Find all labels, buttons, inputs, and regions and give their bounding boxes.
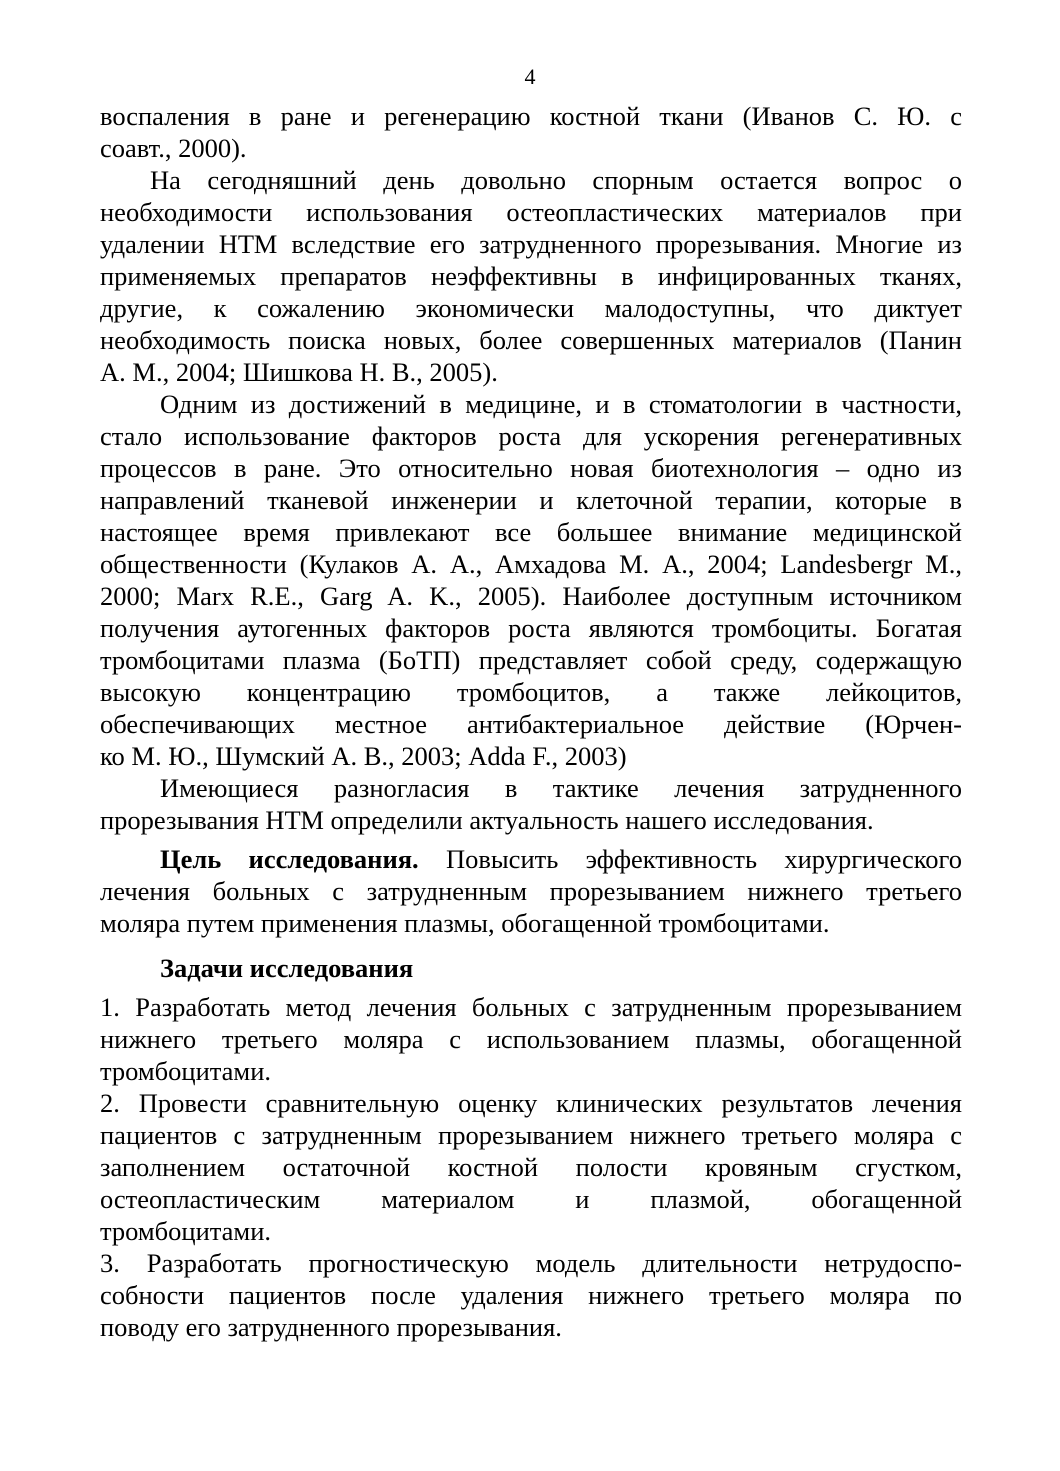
text-line: Одним из достижений в медицине, и в стоматологии в частности,: [160, 389, 962, 419]
research-tasks-heading-block: [100, 952, 962, 984]
paragraph-growth-factors: [100, 388, 962, 772]
text-line: Имеющиеся разногласия в тактике лечения затрудненного: [160, 773, 962, 803]
text-line: соавт., 2000).: [100, 133, 247, 163]
text-line: тромбоцитами.: [100, 1216, 272, 1246]
text-line: На сегодняшний день довольно спорным остается вопрос о: [150, 165, 962, 195]
text-line: собности пациентов после удаления нижнего третьего моляра по: [100, 1280, 962, 1310]
task-item-1: [100, 991, 962, 1087]
paragraph-continued: [100, 100, 962, 164]
text-line: А. М., 2004; Шишкова Н. В., 2005).: [100, 357, 498, 387]
text-line: прорезывания НТМ определили актуальность нашего исследования.: [100, 805, 874, 835]
text-line: воспаления в ране и регенерацию костной ткани (Иванов С. Ю. с: [100, 101, 962, 131]
text-line: поводу его затрудненного прорезывания.: [100, 1312, 562, 1342]
text-line: остеопластическим материалом и плазмой, обогащенной: [100, 1184, 962, 1214]
text-line: заполнением остаточной костной полости кровяным сгустком,: [100, 1152, 962, 1182]
text-line: 2. Провести сравнительную оценку клинических результатов лечения: [100, 1088, 962, 1118]
page-number: 4: [524, 64, 536, 89]
text-line: пациентов с затрудненным прорезыванием нижнего третьего моляра с: [100, 1120, 962, 1150]
text-line: направлений тканевой инженерии и клеточной терапии, которые в: [100, 485, 962, 515]
text-line: ко М. Ю., Шумский А. В., 2003; Adda F., 2003): [100, 741, 627, 771]
text-line: настоящее время привлекают все большее внимание медицинской: [100, 517, 962, 547]
text-line: [100, 952, 962, 984]
text-line: стало использование факторов роста для ускорения регенеративных: [100, 421, 962, 451]
text-line: высокую концентрацию тромбоцитов, а также лейкоцитов,: [100, 677, 962, 707]
text-line: тромбоцитами.: [100, 1056, 272, 1086]
task-item-3: [100, 1247, 962, 1343]
text-line: получения аутогенных факторов роста являются тромбоциты. Богатая: [100, 613, 962, 643]
text-line: общественности (Кулаков А. А., Амхадова М. А., 2004; Landesbergr M.,: [100, 549, 962, 579]
text-line: процессов в ране. Это относительно новая биотехнология – одно из: [100, 453, 962, 483]
paragraph-relevance: [100, 772, 962, 836]
paragraph-osteoplastic-materials: [100, 164, 962, 388]
text-line: лечения больных с затрудненным прорезыванием нижнего третьего: [100, 876, 962, 906]
research-goal-heading: Цель исследования.: [160, 844, 419, 874]
text-line: тромбоцитами плазма (БоТП) представляет собой среду, содержащую: [100, 645, 962, 675]
research-tasks-heading: Задачи исследования: [160, 953, 414, 983]
text-line: обеспечивающих местное антибактериальное действие (Юрчен-: [100, 709, 962, 739]
text-line: 3. Разработать прогностическую модель длительности нетрудоспо-: [100, 1248, 962, 1278]
paragraph-research-goal: [100, 843, 962, 939]
text-line: необходимости использования остеопластических материалов при: [100, 197, 962, 227]
text-line: необходимость поиска новых, более совершенных материалов (Панин: [100, 325, 962, 355]
text-line: применяемых препаратов неэффективны в инфицированных тканях,: [100, 261, 962, 291]
text-line: удалении НТМ вследствие его затрудненного прорезывания. Многие из: [100, 229, 962, 259]
task-item-2: [100, 1087, 962, 1247]
text-line: моляра путем применения плазмы, обогащенной тромбоцитами.: [100, 908, 830, 938]
text-line: 2000; Marx R.E., Garg A. K., 2005). Наиболее доступным источником: [100, 581, 962, 611]
document-body: [100, 100, 962, 1343]
text-line: [100, 843, 962, 875]
research-goal-text: Повысить эффективность хирургического: [418, 844, 963, 874]
text-line: нижнего третьего моляра с использованием плазмы, обогащенной: [100, 1024, 962, 1054]
text-line: другие, к сожалению экономически малодоступны, что диктует: [100, 293, 962, 323]
text-line: 1. Разработать метод лечения больных с затрудненным прорезыванием: [100, 992, 962, 1022]
